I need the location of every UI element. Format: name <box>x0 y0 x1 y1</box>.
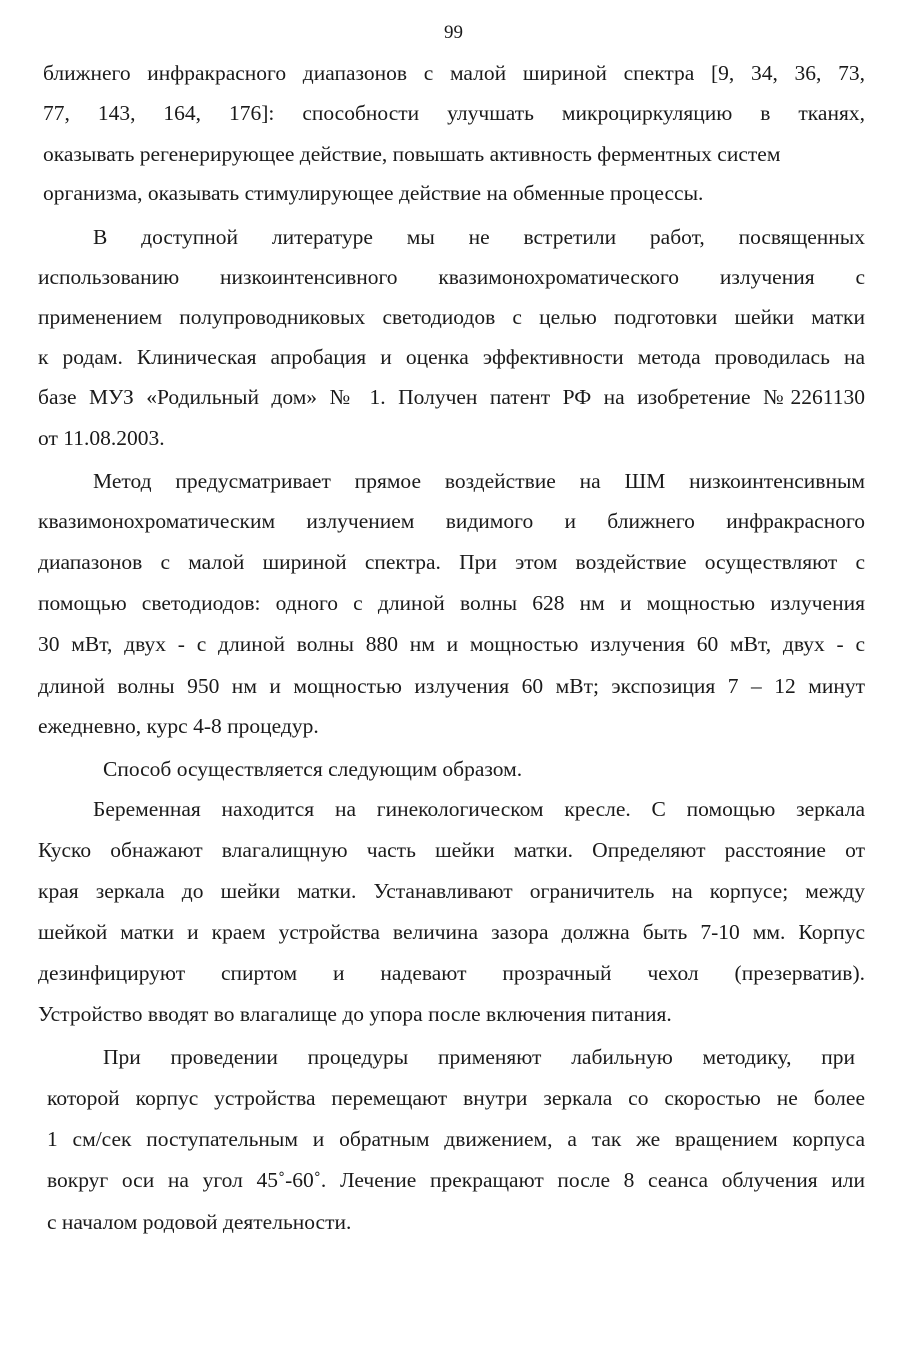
text-line: В доступной литературе мы не встретили работ, посвященных <box>93 225 865 249</box>
text-line: диапазонов с малой шириной спектра. При этом воздействие осуществляют с <box>38 550 865 574</box>
text-line: ежедневно, курс 4-8 процедур. <box>38 714 319 738</box>
text-line: дезинфицируют спиртом и надевают прозрачный чехол (презерватив). <box>38 961 865 985</box>
text-line: вокруг оси на угол 45˚-60˚. Лечение прекращают после 8 сеанса облучения или <box>47 1168 865 1192</box>
text-line: При проведении процедуры применяют лабильную методику, при <box>103 1045 855 1069</box>
text-line: 30 мВт, двух - с длиной волны 880 нм и мощностью излучения 60 мВт, двух - с <box>38 632 865 656</box>
text-line: Куско обнажают влагалищную часть шейки матки. Определяют расстояние от <box>38 838 865 862</box>
text-line: к родам. Клиническая апробация и оценка эффективности метода проводилась на <box>38 345 865 369</box>
text-line: базе МУЗ «Родильный дом» № 1. Получен патент РФ на изобретение №2261130 <box>38 385 865 409</box>
text-line: Способ осуществляется следующим образом. <box>103 757 523 781</box>
text-line: шейкой матки и краем устройства величина зазора должна быть 7-10 мм. Корпус <box>38 920 865 944</box>
text-line: длиной волны 950 нм и мощностью излучения 60 мВт; экспозиция 7 – 12 минут <box>38 674 865 698</box>
text-line: Устройство вводят во влагалище до упора после включения питания. <box>38 1002 672 1026</box>
text-line: использованию низкоинтенсивного квазимонохроматического излучения с <box>38 265 865 289</box>
text-line: края зеркала до шейки матки. Устанавливают ограничитель на корпусе; между <box>38 879 865 903</box>
text-line: 1 см/сек поступательным и обратным движением, а так же вращением корпуса <box>47 1127 865 1151</box>
text-line: от 11.08.2003. <box>38 426 165 450</box>
text-line: Метод предусматривает прямое воздействие на ШМ низкоинтенсивным <box>93 469 865 493</box>
text-line: помощью светодиодов: одного с длиной волны 628 нм и мощностью излучения <box>38 591 865 615</box>
text-line: оказывать регенерирующее действие, повышать активность ферментных систем <box>43 142 781 166</box>
text-line: применением полупроводниковых светодиодов с целью подготовки шейки матки <box>38 305 865 329</box>
page-number: 99 <box>444 22 463 43</box>
text-line: организма, оказывать стимулирующее действие на обменные процессы. <box>43 181 704 205</box>
text-line: 77, 143, 164, 176]: способности улучшать микроциркуляцию в тканях, <box>43 101 865 125</box>
text-line: которой корпус устройства перемещают внутри зеркала со скоростью не более <box>47 1086 865 1110</box>
text-line: Беременная находится на гинекологическом кресле. С помощью зеркала <box>93 797 865 821</box>
text-line: квазимонохроматическим излучением видимого и ближнего инфракрасного <box>38 509 865 533</box>
text-line: ближнего инфракрасного диапазонов с малой шириной спектра [9, 34, 36, 73, <box>43 61 865 85</box>
text-line: с началом родовой деятельности. <box>47 1210 352 1234</box>
